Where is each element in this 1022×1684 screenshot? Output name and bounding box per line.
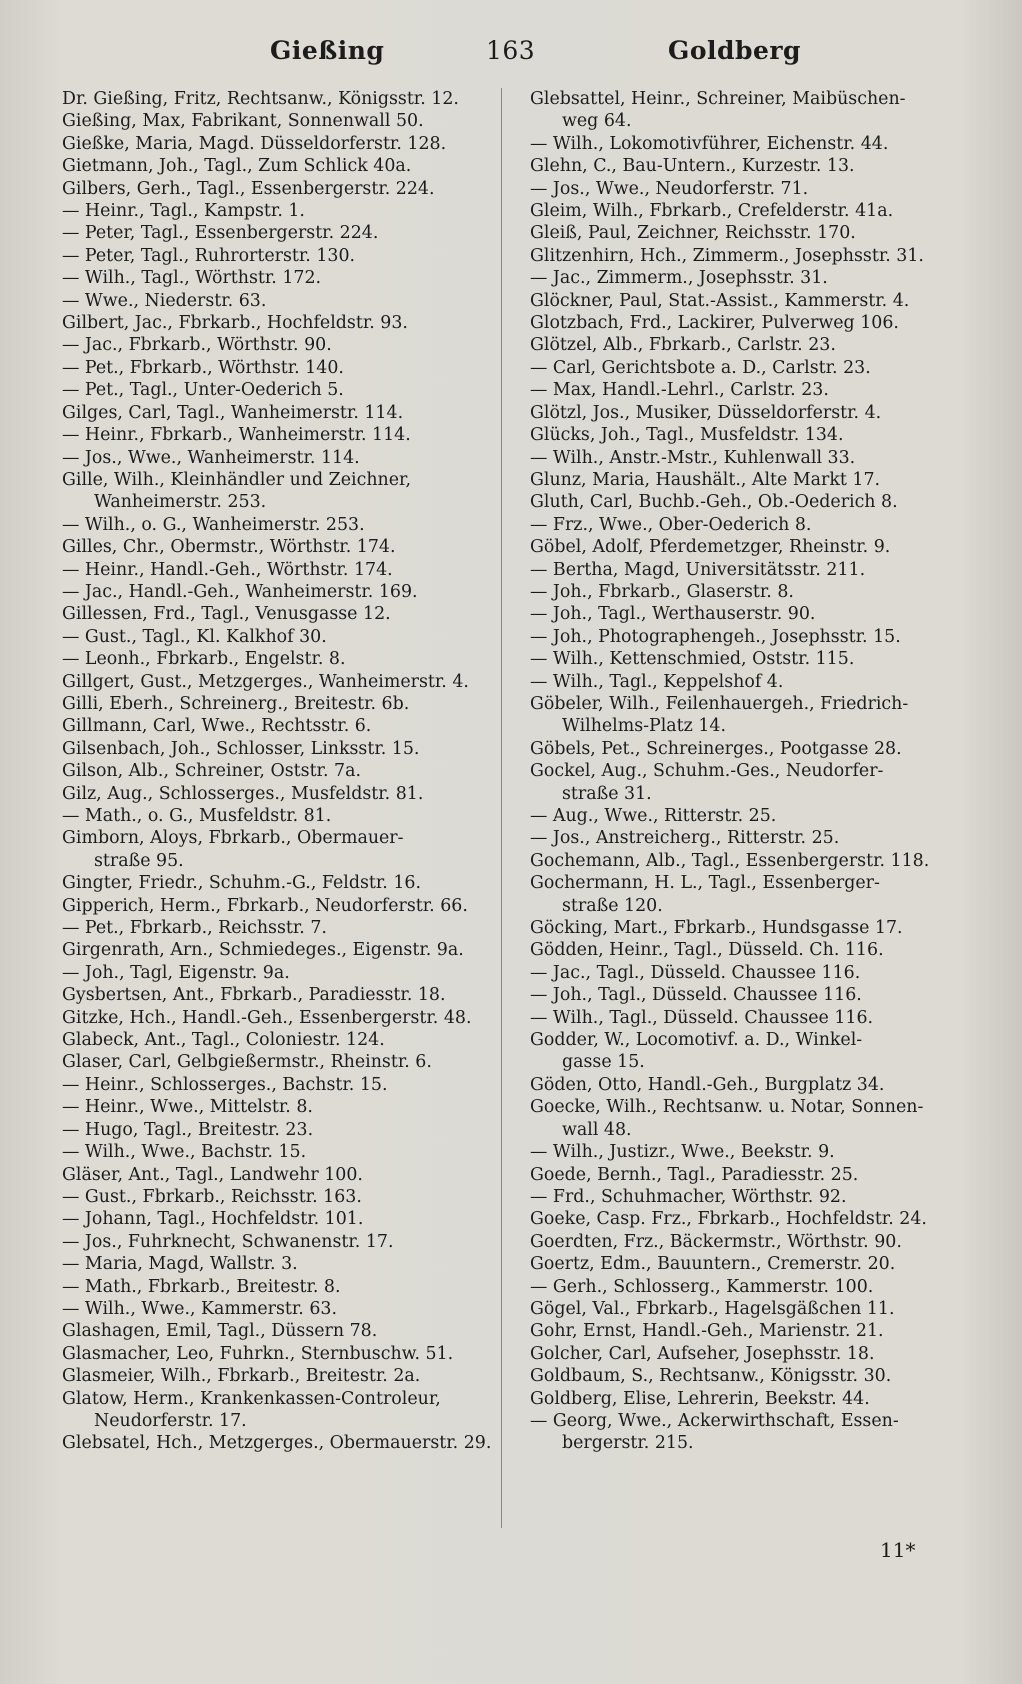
directory-entry: Golcher, Carl, Aufseher, Josephsstr. 18.: [530, 1343, 875, 1364]
directory-entry: — Leonh., Fbrkarb., Engelstr. 8.: [62, 649, 346, 670]
directory-entry: — Wilh., Anstr.-Mstr., Kuhlenwall 33.: [530, 447, 856, 468]
directory-entry: Goerdten, Frz., Bäckermstr., Wörthstr. 90.: [530, 1231, 902, 1252]
directory-entry: — Max, Handl.-Lehrl., Carlstr. 23.: [530, 380, 829, 401]
directory-entry: — Johann, Tagl., Hochfeldstr. 101.: [62, 1209, 364, 1230]
directory-entry: straße 31.: [562, 783, 652, 804]
directory-entry: — Hugo, Tagl., Breitestr. 23.: [62, 1119, 314, 1140]
directory-entry: Göbeler, Wilh., Feilenhauergeh., Friedrich-: [530, 693, 909, 714]
directory-entry: Glebsattel, Heinr., Schreiner, Maibüschen-: [530, 89, 906, 109]
directory-entry: — Joh., Tagl, Eigenstr. 9a.: [62, 962, 290, 983]
directory-entry: Gilles, Chr., Obermstr., Wörthstr. 174.: [62, 537, 396, 558]
directory-entry: Gockel, Aug., Schuhm.-Ges., Neudorfer-: [530, 761, 884, 782]
directory-entry: Goecke, Wilh., Rechtsanw. u. Notar, Sonnen-: [530, 1097, 924, 1118]
directory-entry: Glitzenhirn, Hch., Zimmerm., Josephsstr. 31.: [530, 245, 924, 266]
directory-entry: Gille, Wilh., Kleinhändler und Zeichner,: [62, 469, 411, 490]
directory-entry: straße 95.: [94, 850, 184, 871]
directory-entry: — Jos., Fuhrknecht, Schwanenstr. 17.: [62, 1231, 394, 1252]
directory-entry: — Math., Fbrkarb., Breitestr. 8.: [62, 1276, 341, 1297]
directory-entry: — Wilh., Justizr., Wwe., Beekstr. 9.: [530, 1142, 835, 1163]
directory-entry: wall 48.: [562, 1119, 632, 1140]
directory-entry: — Heinr., Schlosserges., Bachstr. 15.: [62, 1074, 388, 1095]
directory-entry: Gilsenbach, Joh., Schlosser, Linksstr. 15.: [62, 738, 420, 759]
directory-entry: — Wilh., Tagl., Düsseld. Chaussee 116.: [530, 1007, 874, 1028]
directory-entry: Gilbers, Gerh., Tagl., Essenbergerstr. 224.: [62, 178, 435, 199]
directory-entry: — Pet., Tagl., Unter-Oederich 5.: [62, 380, 344, 401]
directory-entry: Gohr, Ernst, Handl.-Geh., Marienstr. 21.: [530, 1321, 884, 1342]
directory-entry: Glasmeier, Wilh., Fbrkarb., Breitestr. 2a.: [62, 1366, 421, 1387]
directory-entry: Glötzl, Jos., Musiker, Düsseldorferstr. 4.: [530, 402, 882, 423]
directory-entry: — Joh., Tagl., Werthauserstr. 90.: [530, 604, 816, 625]
directory-entry: Gitzke, Hch., Handl.-Geh., Essenbergerstr. 48.: [62, 1007, 472, 1028]
directory-entry: Goldberg, Elise, Lehrerin, Beekstr. 44.: [530, 1388, 870, 1409]
directory-entry: — Peter, Tagl., Ruhrorterstr. 130.: [62, 245, 356, 266]
directory-entry: bergerstr. 215.: [562, 1433, 694, 1454]
directory-entry: Gietmann, Joh., Tagl., Zum Schlick 40a.: [62, 156, 412, 177]
directory-entry: Gilli, Eberh., Schreinerg., Breitestr. 6b.: [62, 693, 410, 714]
directory-entry: Girgenrath, Arn., Schmiedeges., Eigenstr. 9a.: [62, 940, 464, 961]
directory-entry: Dr. Gießing, Fritz, Rechtsanw., Königsstr. 12.: [62, 89, 459, 109]
sheet-signature: 11*: [880, 1538, 916, 1562]
directory-entry: Gillgert, Gust., Metzgerges., Wanheimerstr. 4.: [62, 671, 469, 692]
directory-entry: gasse 15.: [562, 1052, 645, 1073]
directory-entry: Godder, W., Locomotivf. a. D., Winkel-: [530, 1030, 863, 1051]
directory-entry: Gimborn, Aloys, Fbrkarb., Obermauer-: [62, 828, 404, 849]
directory-entry: weg 64.: [562, 111, 632, 132]
directory-entry: Gießke, Maria, Magd. Düsseldorferstr. 128.: [62, 133, 447, 154]
directory-entry: Gläser, Ant., Tagl., Landwehr 100.: [62, 1164, 363, 1185]
directory-entry: Gochemann, Alb., Tagl., Essenbergerstr. 118.: [530, 850, 930, 871]
header-right-keyword: Goldberg: [668, 36, 802, 65]
directory-entry: — Bertha, Magd, Universitätsstr. 211.: [530, 559, 866, 580]
directory-entry: straße 120.: [562, 895, 663, 916]
directory-entry: Gögel, Val., Fbrkarb., Hagelsgäßchen 11.: [530, 1298, 895, 1319]
directory-entry: — Wilh., Wwe., Bachstr. 15.: [62, 1142, 307, 1163]
directory-entry: — Wilh., Tagl., Wörthstr. 172.: [62, 268, 322, 289]
directory-entry: Göbels, Pet., Schreinerges., Pootgasse 28.: [530, 738, 902, 759]
directory-entry: — Gust., Fbrkarb., Reichsstr. 163.: [62, 1186, 362, 1207]
directory-entry: Gilz, Aug., Schlosserges., Musfeldstr. 81.: [62, 783, 424, 804]
page-header: [0, 36, 1022, 70]
directory-entry: Gysbertsen, Ant., Fbrkarb., Paradiesstr. 18.: [62, 985, 446, 1006]
directory-entry: Gilges, Carl, Tagl., Wanheimerstr. 114.: [62, 402, 404, 423]
directory-entry: — Georg, Wwe., Ackerwirthschaft, Essen-: [530, 1410, 899, 1431]
directory-entry: Glasmacher, Leo, Fuhrkn., Sternbuschw. 51.: [62, 1343, 454, 1364]
directory-entry: Glehn, C., Bau-Untern., Kurzestr. 13.: [530, 156, 855, 177]
directory-entry: — Pet., Fbrkarb., Reichsstr. 7.: [62, 918, 327, 939]
directory-entry: Glotzbach, Frd., Lackirer, Pulverweg 106.: [530, 313, 899, 334]
directory-entry: Neudorferstr. 17.: [94, 1410, 247, 1431]
directory-entry: Glebsatel, Hch., Metzgerges., Obermauerstr. 29.: [62, 1433, 492, 1454]
directory-entry: — Wwe., Niederstr. 63.: [62, 290, 267, 311]
directory-entry: Glatow, Herm., Krankenkassen-Controleur,: [62, 1388, 441, 1409]
directory-entry: Gipperich, Herm., Fbrkarb., Neudorferstr. 66.: [62, 895, 468, 916]
directory-entry: Glaser, Carl, Gelbgießermstr., Rheinstr. 6.: [62, 1052, 432, 1073]
directory-entry: Glashagen, Emil, Tagl., Düssern 78.: [62, 1321, 378, 1342]
directory-entry: — Heinr., Tagl., Kampstr. 1.: [62, 201, 305, 222]
directory-entry: — Frz., Wwe., Ober-Oederich 8.: [530, 514, 812, 535]
directory-entry: Gödden, Heinr., Tagl., Düsseld. Ch. 116.: [530, 940, 884, 961]
directory-entry: — Carl, Gerichtsbote a. D., Carlstr. 23.: [530, 357, 871, 378]
directory-entry: — Jos., Wwe., Wanheimerstr. 114.: [62, 447, 360, 468]
directory-entry: Wilhelms-Platz 14.: [562, 716, 727, 737]
directory-entry: Gluth, Carl, Buchb.-Geh., Ob.-Oederich 8.: [530, 492, 898, 513]
directory-entry: Gilson, Alb., Schreiner, Oststr. 7a.: [62, 761, 361, 782]
directory-entry: — Gerh., Schlosserg., Kammerstr. 100.: [530, 1276, 874, 1297]
directory-entry: Glöckner, Paul, Stat.-Assist., Kammerstr. 4.: [530, 290, 910, 311]
directory-entry: — Joh., Fbrkarb., Glaserstr. 8.: [530, 581, 794, 602]
directory-entry: Gillessen, Frd., Tagl., Venusgasse 12.: [62, 604, 391, 625]
directory-entry: — Jac., Handl.-Geh., Wanheimerstr. 169.: [62, 581, 418, 602]
directory-entry: — Aug., Wwe., Ritterstr. 25.: [530, 806, 777, 826]
directory-entry: Wanheimerstr. 253.: [94, 492, 267, 513]
directory-entry: Goertz, Edm., Bauuntern., Cremerstr. 20.: [530, 1254, 896, 1275]
directory-entry: Gingter, Friedr., Schuhm.-G., Feldstr. 16.: [62, 873, 422, 894]
directory-entry: — Frd., Schuhmacher, Wörthstr. 92.: [530, 1186, 847, 1207]
directory-entry: — Pet., Fbrkarb., Wörthstr. 140.: [62, 357, 344, 378]
directory-entry: Gleiß, Paul, Zeichner, Reichsstr. 170.: [530, 223, 856, 244]
directory-entry: — Maria, Magd, Wallstr. 3.: [62, 1254, 298, 1275]
directory-entry: Goldbaum, S., Rechtsanw., Königsstr. 30.: [530, 1366, 892, 1387]
directory-entry: — Joh., Photographengeh., Josephsstr. 15.: [530, 626, 901, 647]
directory-entry: — Math., o. G., Musfeldstr. 81.: [62, 806, 332, 826]
directory-entry: Goeke, Casp. Frz., Fbrkarb., Hochfeldstr. 24.: [530, 1209, 927, 1230]
directory-entry: — Heinr., Fbrkarb., Wanheimerstr. 114.: [62, 425, 411, 446]
directory-entry: — Wilh., Wwe., Kammerstr. 63.: [62, 1298, 338, 1319]
directory-entry: Glücks, Joh., Tagl., Musfeldstr. 134.: [530, 425, 844, 446]
directory-entry: — Jac., Tagl., Düsseld. Chaussee 116.: [530, 962, 861, 983]
directory-entry: — Joh., Tagl., Düsseld. Chaussee 116.: [530, 985, 862, 1006]
directory-entry: — Wilh., Kettenschmied, Oststr. 115.: [530, 649, 855, 670]
directory-entry: — Jac., Zimmerm., Josephsstr. 31.: [530, 268, 828, 289]
directory-entry: Göbel, Adolf, Pferdemetzger, Rheinstr. 9.: [530, 537, 891, 558]
directory-entry: Gleim, Wilh., Fbrkarb., Crefelderstr. 41a.: [530, 201, 894, 222]
page-number: 163: [486, 36, 536, 65]
directory-entry: — Jos., Anstreicherg., Ritterstr. 25.: [530, 828, 840, 849]
directory-entry: — Peter, Tagl., Essenbergerstr. 224.: [62, 223, 379, 244]
directory-entry: — Jos., Wwe., Neudorferstr. 71.: [530, 178, 809, 199]
left-column: [62, 88, 494, 1455]
directory-entry: Göcking, Mart., Fbrkarb., Hundsgasse 17.: [530, 918, 903, 939]
directory-entry: — Heinr., Handl.-Geh., Wörthstr. 174.: [62, 559, 393, 580]
directory-entry: Gilbert, Jac., Fbrkarb., Hochfeldstr. 93.: [62, 313, 408, 334]
directory-entry: Göden, Otto, Handl.-Geh., Burgplatz 34.: [530, 1074, 885, 1095]
directory-entry: — Wilh., o. G., Wanheimerstr. 253.: [62, 514, 365, 535]
directory-entry: — Heinr., Wwe., Mittelstr. 8.: [62, 1097, 313, 1118]
right-column: [530, 88, 970, 1455]
directory-entry: — Wilh., Lokomotivführer, Eichenstr. 44.: [530, 133, 889, 154]
directory-entry: Glötzel, Alb., Fbrkarb., Carlstr. 23.: [530, 335, 836, 356]
directory-entry: Goede, Bernh., Tagl., Paradiesstr. 25.: [530, 1164, 859, 1185]
directory-entry: — Jac., Fbrkarb., Wörthstr. 90.: [62, 335, 332, 356]
directory-entry: — Wilh., Tagl., Keppelshof 4.: [530, 671, 784, 692]
directory-entry: Gochermann, H. L., Tagl., Essenberger-: [530, 873, 880, 894]
directory-entry: Glabeck, Ant., Tagl., Coloniestr. 124.: [62, 1030, 385, 1051]
directory-entry: Gießing, Max, Fabrikant, Sonnenwall 50.: [62, 111, 424, 132]
directory-entry: — Gust., Tagl., Kl. Kalkhof 30.: [62, 626, 327, 647]
directory-entry: Gillmann, Carl, Wwe., Rechtsstr. 6.: [62, 716, 372, 737]
column-divider: [501, 88, 502, 1528]
directory-entry: Glunz, Maria, Haushält., Alte Markt 17.: [530, 469, 881, 490]
header-left-keyword: Gießing: [270, 36, 385, 65]
